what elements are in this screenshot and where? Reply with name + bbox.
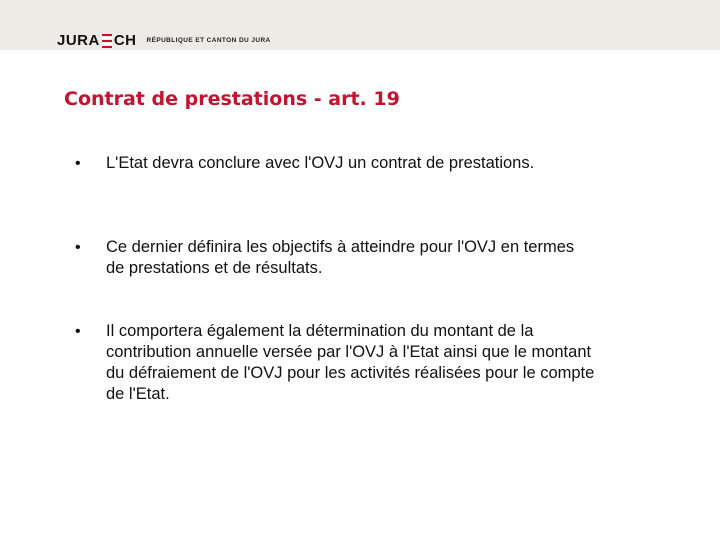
- bullet-text: L'Etat devra conclure avec l'OVJ un contrat de prestations.: [106, 154, 535, 172]
- flag-stripe: [102, 46, 112, 48]
- bullet-text: Ce dernier définira les objectifs à atteindre pour l'OVJ en termes de prestations et de résultats.: [106, 238, 575, 277]
- flag-stripe: [102, 37, 112, 39]
- jura-logo: [57, 33, 271, 49]
- flag-stripe: [102, 40, 112, 42]
- slide-title: Contrat de prestations - art. 19: [64, 88, 400, 110]
- bullet-text: Il comportera également la détermination du montant de la contribution annuelle versée par l'OVJ à l'Etat ainsi que le montant du défraiement de l'OVJ pour les activités réalisées pour le compte de l'Etat.: [106, 322, 595, 403]
- logo-tagline: RÉPUBLIQUE ET CANTON DU JURA: [146, 37, 271, 44]
- logo-right-text: CH: [113, 32, 137, 49]
- flag-stripe: [102, 43, 112, 45]
- jura-flag-icon: [102, 34, 112, 48]
- bullet-icon: •: [75, 239, 81, 256]
- flag-stripe: [102, 34, 112, 36]
- bullet-icon: •: [75, 155, 81, 172]
- bullet-icon: •: [75, 323, 81, 340]
- logo-left-text: JURA: [57, 32, 100, 49]
